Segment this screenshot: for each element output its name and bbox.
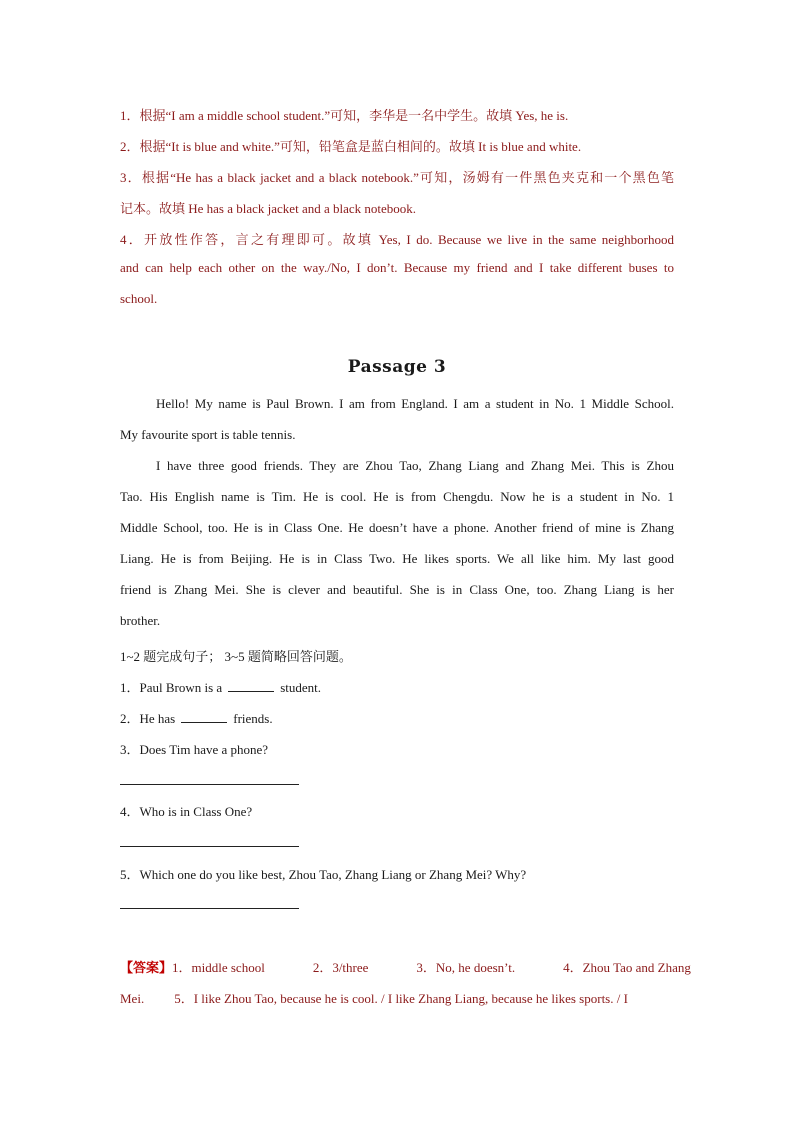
passage-p1-line1: Hello! My name is Paul Brown. I am from England. I am a student in No. 1 Middle School. [156,396,674,411]
answer-key-4-cont: Mei. [120,991,145,1006]
prev-answer-3-line2: 记本。故填 He has a black jacket and a black notebook. [120,201,417,216]
answer-key-3: 3．No, he doesn’t. [416,960,516,975]
passage-title: Passage 3 [347,357,447,377]
question-2-text-end: friends. [233,711,273,726]
answer-key-4: 4．Zhou Tao and Zhang [563,960,691,975]
question-1-blank[interactable] [228,681,274,692]
question-4: 4．Who is in Class One? [120,804,253,819]
prev-answer-4-line1: 4．开放性作答，言之有理即可。故填 Yes, I do. Because we live in the same neighborhood [120,232,674,247]
answer-line-4[interactable] [120,846,299,847]
question-2-blank[interactable] [181,712,227,723]
answer-line-3[interactable] [120,784,299,785]
passage-p2-line1: I have three good friends. They are Zhou Tao, Zhang Liang and Zhang Mei. This is Zhou [156,458,674,473]
passage-p2-line3: Middle School, too. He is in Class One. He doesn’t have a phone. Another friend of mine is Zhang [120,520,674,535]
question-2-text: 2．He has [120,711,176,726]
prev-answer-3-line1: 3．根据“He has a black jacket and a black notebook.”可知，汤姆有一件黑色夹克和一个黑色笔 [120,170,674,185]
answer-key-line1 [120,957,691,976]
answer-key-1: 1．middle school [172,960,265,975]
answer-key-5: 5．I like Zhou Tao, because he is cool. / I like Zhang Liang, because he likes sports. / I [174,991,628,1006]
answer-key-line2 [120,988,674,1007]
passage-p2-line4: Liang. He is from Beijing. He is in Class Two. He likes sports. We all like him. My last good [120,551,674,566]
question-instruction: 1~2 题完成句子； 3~5 题简略回答问题。 [120,649,352,664]
question-2 [120,708,674,727]
prev-answer-4-line3: school. [120,291,158,306]
question-5: 5．Which one do you like best, Zhou Tao, Zhang Liang or Zhang Mei? Why? [120,867,527,882]
prev-answer-2: 2．根据“It is blue and white.”可知，铅笔盒是蓝白相间的。故填 It is blue and white. [120,139,582,154]
prev-answer-1: 1．根据“I am a middle school student.”可知，李华是一名中学生。故填 Yes, he is. [120,108,569,123]
question-1-text: 1．Paul Brown is a [120,680,223,695]
passage-p2-line5: friend is Zhang Mei. She is clever and beautiful. She is in Class One, too. Zhang Liang is her [120,582,674,597]
answer-tag: 【答案】 [120,960,173,975]
passage-p2-line6: brother. [120,613,161,628]
answer-line-5[interactable] [120,908,299,909]
answer-key-2: 2．3/three [312,960,369,975]
question-3: 3．Does Tim have a phone? [120,742,269,757]
question-1-text-end: student. [280,680,322,695]
prev-answer-4-line2: and can help each other on the way./No, I don’t. Because my friend and I take different buses to [120,260,674,275]
question-1 [120,677,674,696]
passage-p2-line2: Tao. His English name is Tim. He is cool. He is from Chengdu. Now he is a student in No. 1 [120,489,674,504]
passage-p1-line2: My favourite sport is table tennis. [120,427,296,442]
